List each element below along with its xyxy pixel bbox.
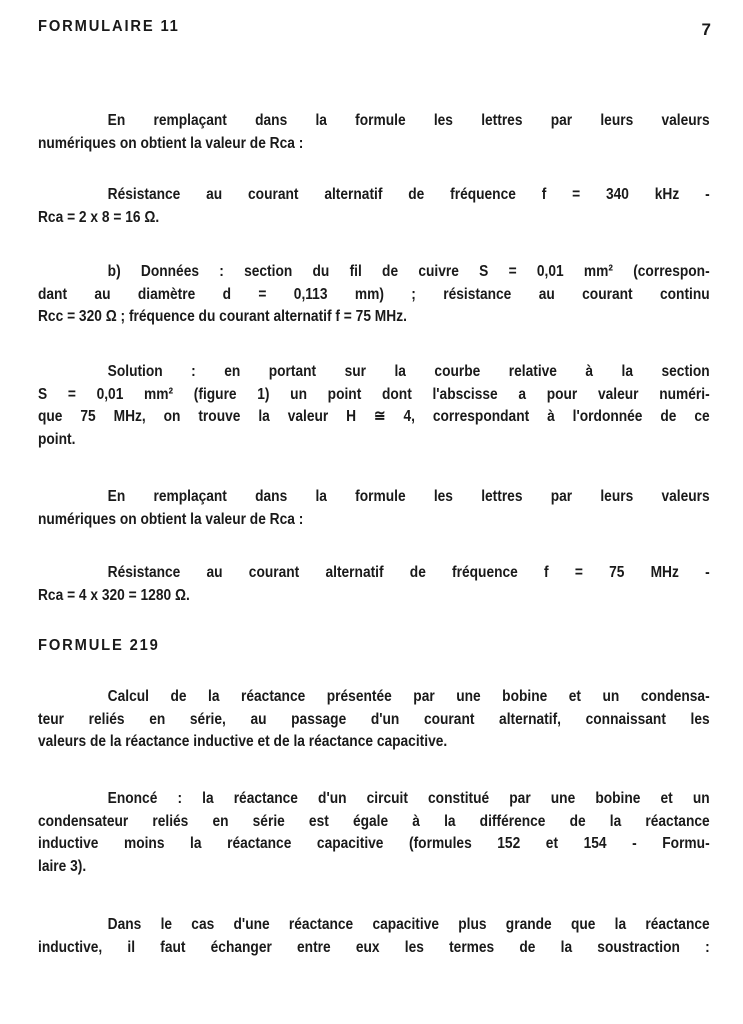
text-line: numériques on obtient la valeur de Rca : bbox=[38, 134, 304, 152]
text-line: b) Données : section du fil de cuivre S = 0,01 mm² (correspon- bbox=[107, 263, 710, 280]
text-line: que 75 MHz, on trouve la valeur H ≅ 4, correspondant à l'ordonnée de ce bbox=[38, 408, 710, 425]
text-line: teur reliés en série, au passage d'un courant alternatif, connaissant les bbox=[38, 710, 710, 728]
section-heading: FORMULE 219 bbox=[38, 637, 160, 654]
paragraph-result-75mhz bbox=[38, 562, 710, 607]
paragraph-result-340khz bbox=[38, 184, 710, 229]
paragraph-donnees-b bbox=[38, 261, 710, 329]
text-line: Rca = 4 x 320 = 1280 Ω. bbox=[38, 586, 190, 604]
paragraph-substitution-1 bbox=[38, 110, 710, 155]
text-line: inductive moins la réactance capacitive (formules 152 et 154 - Formu- bbox=[38, 835, 710, 852]
paragraph-capacitive-case bbox=[38, 914, 710, 959]
paragraph-substitution-2 bbox=[38, 486, 710, 531]
text-line: En remplaçant dans la formule les lettres par leurs valeurs bbox=[107, 488, 710, 505]
running-title: FORMULAIRE 11 bbox=[38, 18, 180, 35]
text-line: dant au diamètre d = 0,113 mm) ; résistance au courant continu bbox=[38, 285, 710, 303]
paragraph-formule-219-intro bbox=[38, 686, 710, 754]
text-line: Rca = 2 x 8 = 16 Ω. bbox=[38, 208, 160, 226]
text-line: Calcul de la réactance présentée par une bobine et un condensa- bbox=[107, 688, 710, 705]
text-line: condensateur reliés en série est égale à la différence de la réactance bbox=[38, 812, 710, 830]
text-line: Résistance au courant alternatif de fréquence f = 75 MHz - bbox=[107, 564, 710, 581]
text-line: point. bbox=[38, 430, 76, 448]
page-number: 7 bbox=[701, 20, 711, 39]
text-line: En remplaçant dans la formule les lettres par leurs valeurs bbox=[107, 112, 710, 129]
paragraph-solution bbox=[38, 361, 710, 451]
text-line: Rcc = 320 Ω ; fréquence du courant alternatif f = 75 MHz. bbox=[38, 308, 407, 325]
text-line: Dans le cas d'une réactance capacitive plus grande que la réactance bbox=[107, 916, 710, 933]
text-line: Enoncé : la réactance d'un circuit constitué par une bobine et un bbox=[107, 790, 710, 807]
text-line: Solution : en portant sur la courbe relative à la section bbox=[107, 363, 710, 380]
text-line: numériques on obtient la valeur de Rca : bbox=[38, 510, 304, 528]
text-line: laire 3). bbox=[38, 857, 87, 875]
paragraph-enonce bbox=[38, 788, 710, 878]
text-line: S = 0,01 mm² (figure 1) un point dont l'abscisse a pour valeur numéri- bbox=[38, 385, 710, 403]
page-header bbox=[38, 18, 711, 42]
text-line: Résistance au courant alternatif de fréquence f = 340 kHz - bbox=[107, 186, 710, 203]
text-line: valeurs de la réactance inductive et de la réactance capacitive. bbox=[38, 733, 448, 750]
text-line: inductive, il faut échanger entre eux les termes de la soustraction : bbox=[38, 938, 710, 956]
